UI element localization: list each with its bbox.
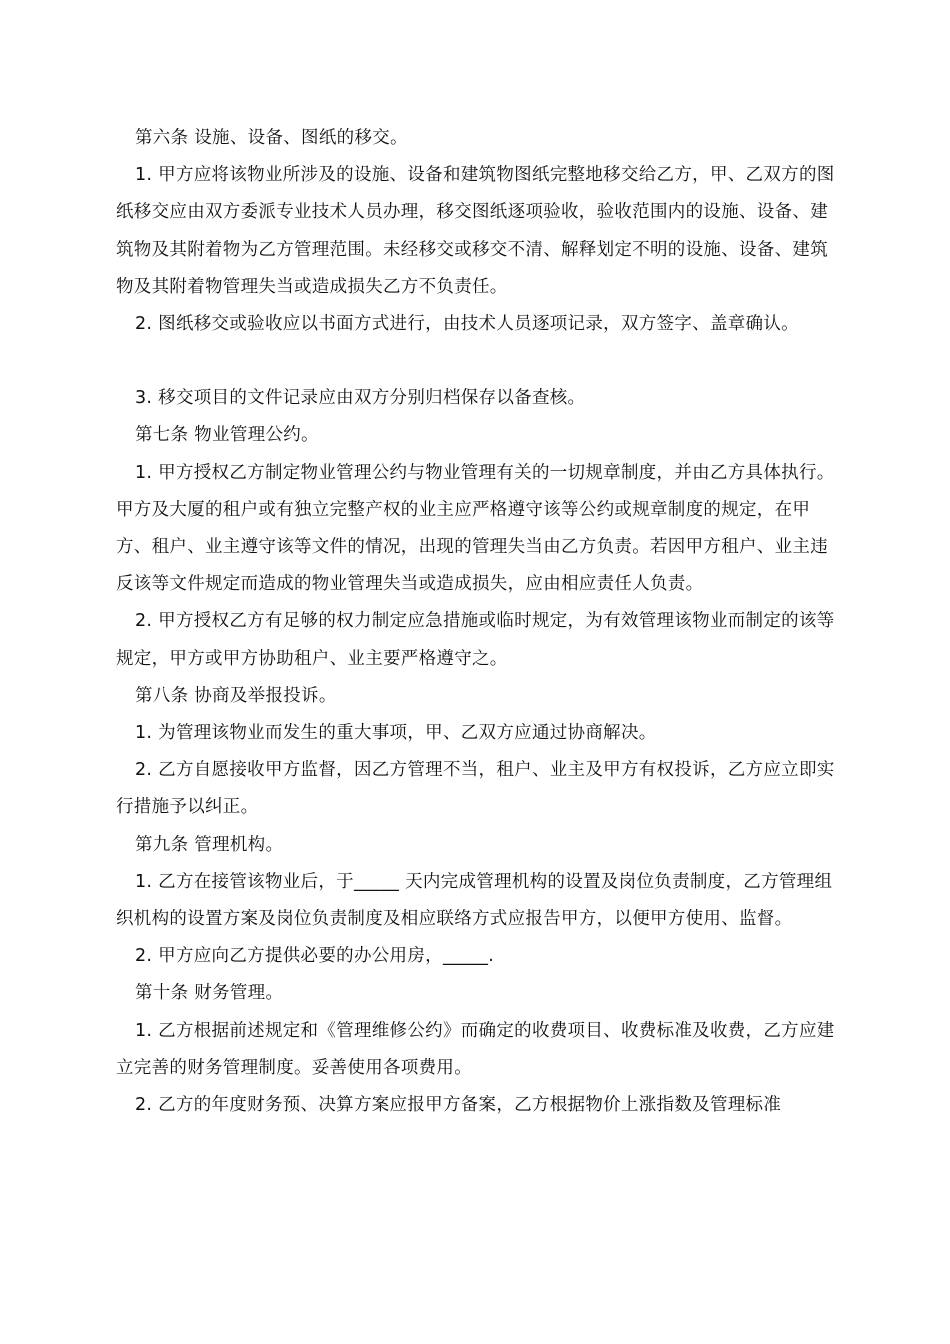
article-10-heading: 第十条 财务管理。 bbox=[135, 983, 284, 1004]
article-9-clause-1: 1. 乙方在接管该物业后，于_____ 天内完成管理机构的设置及岗位负责制度，乙方管理组织机构的设置方案及岗位负责制度及相应联络方式应报告甲方，以便甲方使用、监督。 bbox=[116, 871, 833, 930]
blank-line bbox=[116, 343, 842, 380]
document-body bbox=[116, 120, 842, 1124]
article-7-clause-1: 1. 甲方授权乙方制定物业管理公约与物业管理有关的一切规章制度，并由乙方具体执行。甲方及大厦的租户或有独立完整产权的业主应严格遵守该等公约或规章制度的规定，在甲方、租户、业主遵守该等文件的情况，出现的管理失当由乙方负责。若因甲方租户、业主违反该等文件规定而造成的物业管理失当或造成损失，应由相应责任人负责。 bbox=[116, 462, 835, 595]
article-6-clause-2: 2. 图纸移交或验收应以书面方式进行，由技术人员逐项记录，双方签字、盖章确认。 bbox=[135, 314, 799, 335]
article-8-clause-1: 1. 为管理该物业而发生的重大事项，甲、乙双方应通过协商解决。 bbox=[135, 723, 657, 744]
article-10-clause-2: 2. 乙方的年度财务预、决算方案应报甲方备案，乙方根据物价上涨指数及管理标准 bbox=[135, 1095, 782, 1116]
article-10-clause-1: 1. 乙方根据前述规定和《管理维修公约》而确定的收费项目、收费标准及收费，乙方应建立完善的财务管理制度。妥善使用各项费用。 bbox=[116, 1020, 835, 1078]
article-8-clause-2: 2. 乙方自愿接收甲方监督，因乙方管理不当，租户、业主及甲方有权投诉，乙方应立即实行措施予以纠正。 bbox=[116, 760, 835, 818]
article-6-clause-3: 3. 移交项目的文件记录应由双方分别归档保存以备查核。 bbox=[135, 388, 586, 409]
article-9-heading: 第九条 管理机构。 bbox=[135, 834, 284, 855]
article-6-clause-1: 1. 甲方应将该物业所涉及的设施、设备和建筑物图纸完整地移交给乙方，甲、乙双方的图纸移交应由双方委派专业技术人员办理，移交图纸逐项验收，验收范围内的设施、设备、建筑物及其附着物为乙方管理范围。未经移交或移交不清、解释划定不明的设施、设备、建筑物及其附着物管理失当或造成损失乙方不负责任。 bbox=[116, 165, 835, 297]
article-7-heading: 第七条 物业管理公约。 bbox=[135, 425, 319, 446]
article-9-clause-2: 2. 甲方应向乙方提供必要的办公用房，_____. bbox=[135, 946, 495, 967]
article-6-heading: 第六条 设施、设备、图纸的移交。 bbox=[135, 128, 408, 148]
article-7-clause-2: 2. 甲方授权乙方有足够的权力制定应急措施或临时规定，为有效管理该物业而制定的该等规定，甲方或甲方协助租户、业主要严格遵守之。 bbox=[116, 611, 835, 669]
article-8-heading: 第八条 协商及举报投诉。 bbox=[135, 685, 337, 706]
